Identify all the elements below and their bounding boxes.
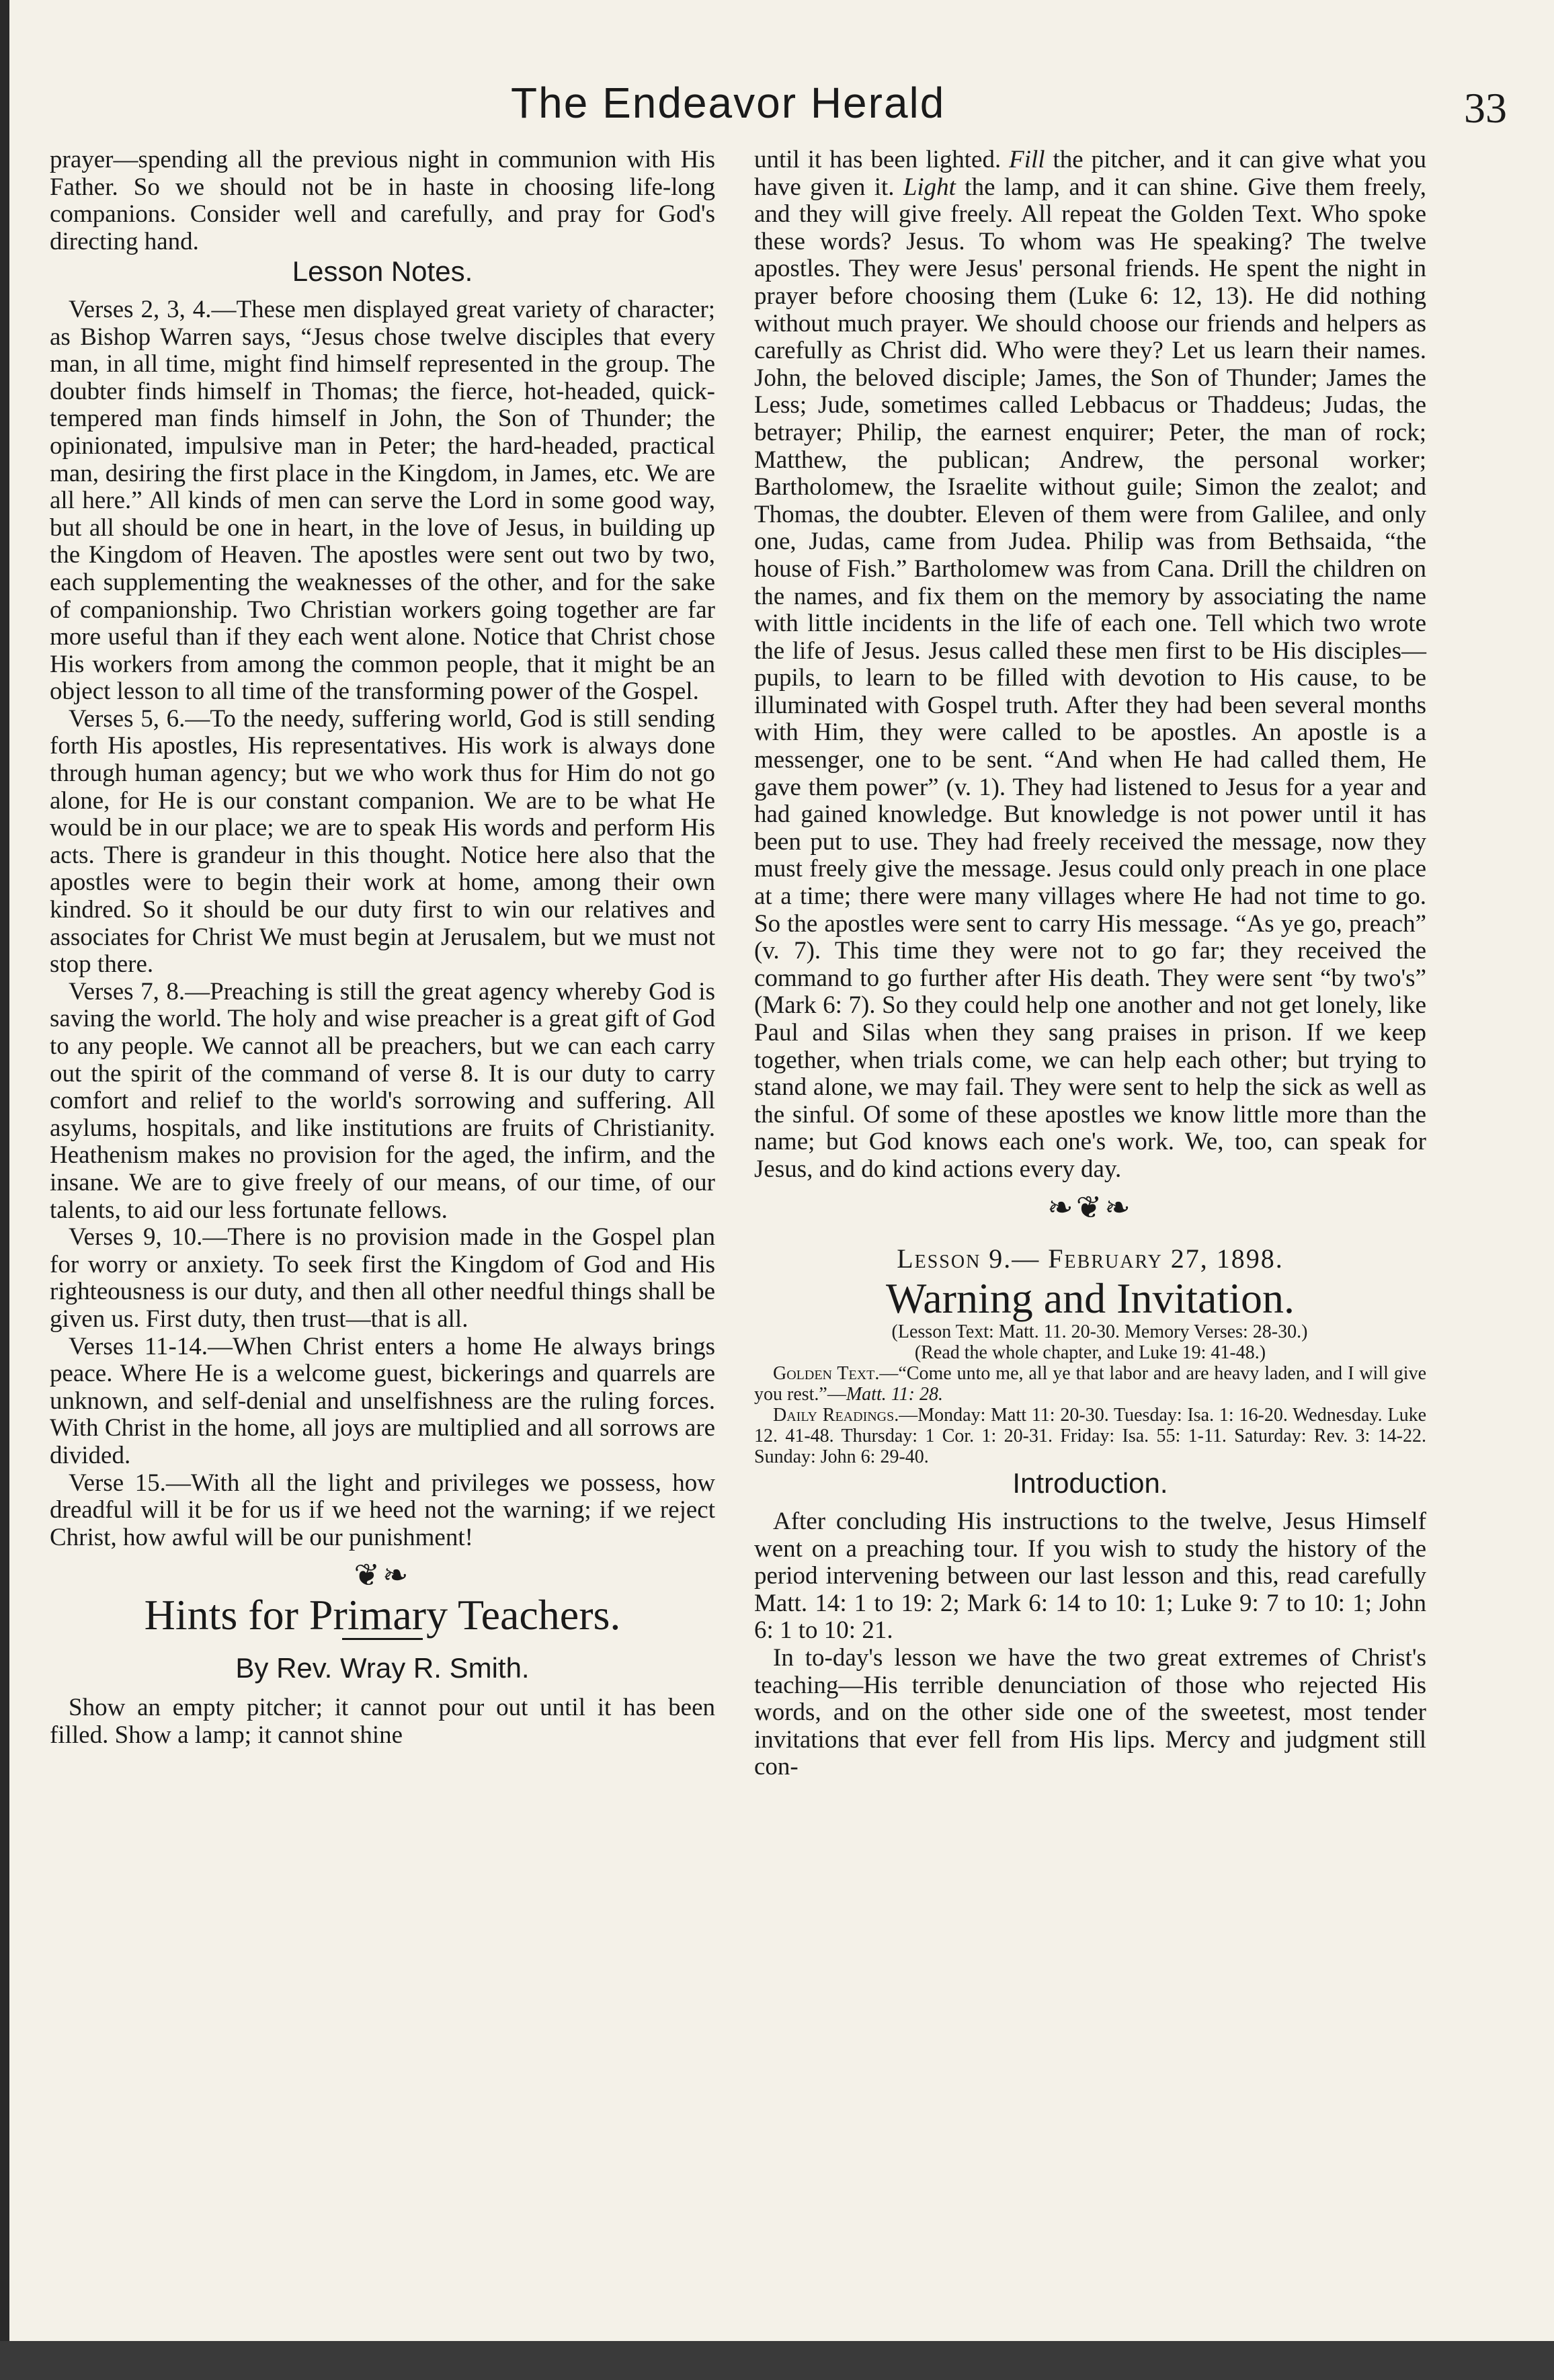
paragraph: Verse 15.—With all the light and privileges we possess, how dreadful will it be for us if we heed not the warning; if we reject Christ, how awful will be our punishment! (50, 1469, 715, 1551)
paragraph: prayer—spending all the previous night in communion with His Father. So we should not be in haste in choosing life-long companions. Consider well and carefully, and pray for God's directing hand. (50, 146, 715, 255)
golden-text-body: —“Come unto me, all ye that labor and are heavy laden, and I will give you rest.”— (754, 1363, 1426, 1405)
text-run: the pitcher, and it can give what you have given it. (754, 146, 1426, 201)
title-rule (342, 1638, 423, 1640)
scan-bottom-edge (0, 2341, 1554, 2380)
daily-readings (754, 1405, 1426, 1467)
paragraph: Verses 2, 3, 4.—These men displayed great variety of character; as Bishop Warren says, “Jesus chose twelve disciples that every man, in all time, might find himself represented in the group. The doubter finds himself in Thomas; the fierce, hot-headed, quick-tempered man finds himself in John, the Son of Thunder; the opinionated, impulsive man in Peter; the hard-headed, practical man, desiring the first place in the Kingdom, in James, etc. We are all here.” All kinds of men can serve the Lord in some good way, but all should be one in heart, in the love of Jesus, in building up the Kingdom of Heaven. The apostles were sent out two by two, each supplementing the weaknesses of the other, and for the sake of companionship. Two Christian workers going together are far more useful than if they each went alone. Notice that Christ chose His workers from among the common people, that it might be an object lesson to all time of the transforming power of the Gospel. (50, 295, 715, 706)
paragraph: Verses 11-14.—When Christ enters a home He always brings peace. Where He is a welcome guest, bickerings and quarrels are unknown, and self-denial and unselfishness are the ruling forces. With Christ in the home, all joys are multiplied and all sorrows are divided. (50, 1332, 715, 1469)
paragraph: Show an empty pitcher; it cannot pour out until it has been filled. Show a lamp; it cannot shine (50, 1694, 715, 1749)
golden-text-label: Golden Text. (773, 1363, 880, 1385)
paragraph: Verses 7, 8.—Preaching is still the great agency whereby God is saving the world. The holy and wise preacher is a great gift of God to any people. We cannot all be preachers, but we can each carry out the spirit of the command of verse 8. It is our duty to carry comfort and relief to the world's sorrowing and suffering. All asylums, hospitals, and like institutions are fruits of Christianity. Heathenism makes no provision for the aged, the infirm, and the insane. We are to give freely of our means, of our time, of our talents, to aid our less fortunate fellows. (50, 977, 715, 1224)
text-run: the lamp, and it can shine. Give them freely, and they will give freely. All repeat the Golden Text. Who spoke these words? Jesus. To whom was He speaking? The twelve apostles. They were Jesus' personal friends. He spent the night in prayer before choosing them (Luke 6: 12, 13). He did nothing without much prayer. We should choose our friends and helpers as carefully as Christ did. Who were they? Let us learn their names. John, the beloved disciple; James, the Son of Thunder; James the Less; Jude, sometimes called Lebbacus or Thaddeus; Judas, the betrayer; Philip, the earnest enquirer; Peter, the man of rock; Matthew, the publican; Andrew, the personal worker; Bartholomew, the Israelite without guile; Simon the zealot; and Thomas, the doubter. Eleven of them were from Galilee, and only one, Judas, came from Judea. Philip was from Bethsaida, “the house of Fish.” Bartholomew was from Cana. Drill the children on the names, and fix them on the memory by associating the name with little incidents in the life of each one. Tell which two wrote the life of Jesus. Jesus called these men first to be His disciples—pupils, to learn to be filled with devotion to His cause, to be illuminated with Gospel truth. After they had been several months with Him, they were called to be apostles. An apostle is a messenger, one to be sent. “And when He had called them, He gave them power” (v. 1). They had listened to Jesus for a year and had gained knowledge. But knowledge is not power until it has been put to use. They had freely received the message, now they must freely give the message. Jesus could only preach in one place at a time; there were many villages where He had not time to go. So the apostles were sent to carry His message. “As ye go, preach” (v. 7). This time they were not to go far; they received the command to go further after His death. They were sent “by two's” (Mark 6: 7). So they could help one another and not get lonely, like Paul and Silas when they sang praises in prison. If we keep together, when trials come, we can help each other; but trying to stand alone, we may fail. They were sent to help the sick as well as the sinful. Of some of these apostles we know little more than the name; but God knows each one's work. We, too, can speak for Jesus, and do kind actions every day. (754, 173, 1426, 1183)
section-title: Hints for Primary Teachers. (144, 1590, 621, 1639)
paragraph: In to-day's lesson we have the two great extremes of Christ's teaching—His terrible denunciation of those who rejected His words, and on the other side one of the sweetest, most tender invitations that ever fell from His lips. Mercy and judgment still con- (754, 1643, 1426, 1781)
golden-text (754, 1363, 1426, 1405)
emphasis-fill: Fill (1009, 146, 1045, 173)
page-number: 33 (1464, 84, 1507, 132)
paragraph: Verses 5, 6.—To the needy, suffering world, God is still sending forth His apostles, His representatives. His work is always done through human agency; but we who work thus for Him do not go alone, for He is our constant companion. We are to be what He would be in our place; we are to speak His words and perform His acts. There is grandeur in this thought. Notice here also that the apostles were to begin their work at home, among their own kindred. So it should be our duty first to win our relatives and associates for Christ We must begin at Jerusalem, but we must not stop there. (50, 704, 715, 979)
ornament-divider: ❦❧ (354, 1558, 411, 1593)
lesson-read: (Read the whole chapter, and Luke 19: 41-48.) (914, 1342, 1266, 1364)
byline: By Rev. Wray R. Smith. (235, 1652, 530, 1684)
introduction-heading: Introduction. (1012, 1467, 1168, 1500)
page-edge (0, 0, 9, 2380)
left-column (50, 147, 715, 1749)
golden-text-ref: Matt. 11: 28. (846, 1384, 943, 1405)
ornament-divider: ❧❦❧ (1047, 1190, 1133, 1225)
emphasis-light: Light (903, 173, 956, 201)
paragraph: After concluding His instructions to the twelve, Jesus Himself went on a preaching tour. If you wish to study the history of the period intervening between our last lesson and this, read carefully Matt. 14: 1 to 19: 2; Mark 6: 14 to 10: 1; Luke 9: 7 to 10: 1; John 6: 1 to 10: 21. (754, 1507, 1426, 1645)
page-title: The Endeavor Herald (511, 79, 946, 127)
text-run: until it has been lighted. (754, 146, 1010, 173)
lesson-heading: Lesson 9.— February 27, 1898. (897, 1243, 1284, 1274)
lesson-notes-heading: Lesson Notes. (292, 255, 473, 288)
daily-readings-label: Daily Readings. (773, 1405, 899, 1426)
lesson-text: (Lesson Text: Matt. 11. 20-30. Memory Verses: 28-30.) (891, 1321, 1308, 1343)
page-header (0, 65, 1554, 138)
lesson-text-ref (754, 1321, 1426, 1363)
paragraph (754, 147, 1426, 1184)
daily-readings-body: —Monday: Matt 11: 20-30. Tuesday: Isa. 1: 16-20. Wednesday. Luke 12. 41-48. Thursday: 1 Cor. 1: 20-31. Friday: Isa. 55: 1-11. Saturday: Rev. 3: 14-22. Sunday: John 6: 29-40. (754, 1405, 1426, 1468)
right-column (754, 147, 1426, 1781)
paragraph: Verses 9, 10.—There is no provision made in the Gospel plan for worry or anxiety. To seek first the Kingdom of God and His righteousness is our duty, and then all other needful things shall be given us. First duty, then trust—that is all. (50, 1223, 715, 1333)
lesson-title: Warning and Invitation. (885, 1274, 1295, 1322)
